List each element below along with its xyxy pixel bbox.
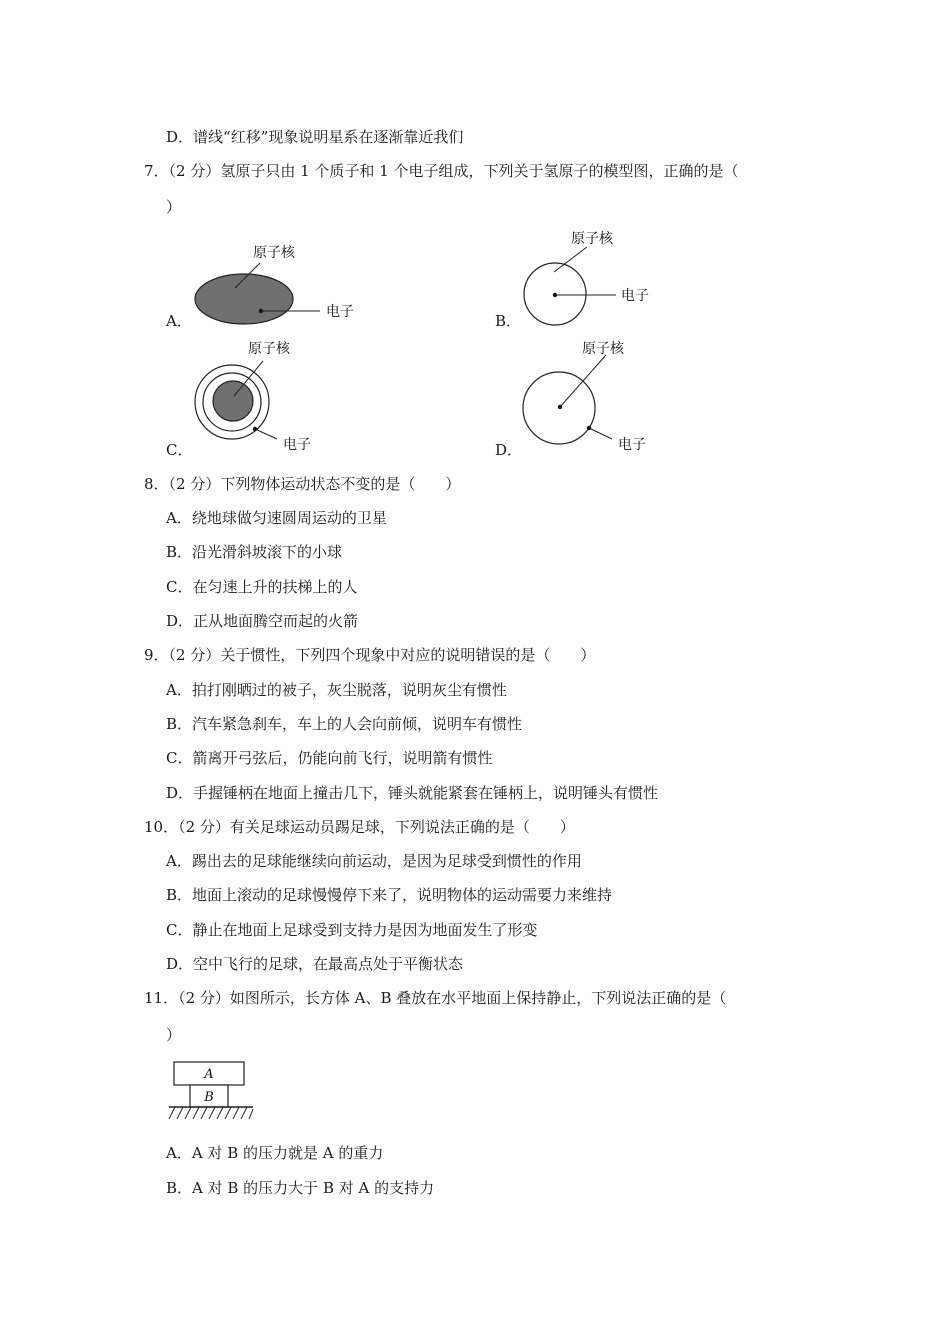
q9-option-d: D．手握锤柄在地面上撞击几下，锤头就能紧套在锤柄上，说明锤头有惯性 (166, 784, 659, 802)
q10-option-b: B．地面上滚动的足球慢慢停下来了，说明物体的运动需要力来维持 (166, 886, 613, 904)
q10-option-a: A．踢出去的足球能继续向前运动，是因为足球受到惯性的作用 (166, 852, 582, 870)
q7-figure-d (515, 334, 665, 459)
q10-option-c: C．静止在地面上足球受到支持力是因为地面发生了形变 (166, 921, 538, 939)
q7-b-nucleus-label: 原子核 (571, 231, 613, 247)
q8-option-b: B．沿光滑斜坡滚下的小球 (166, 543, 343, 561)
q10-stem: 10．（2 分）有关足球运动员踢足球，下列说法正确的是（ ） (144, 818, 575, 836)
q7-a-electron-label: 电子 (326, 304, 354, 320)
q8-option-d: D．正从地面腾空而起的火箭 (166, 612, 359, 630)
q11-option-b: B．A 对 B 的压力大于 B 对 A 的支持力 (166, 1179, 435, 1197)
q7-c-nucleus-label: 原子核 (248, 341, 290, 357)
q7-stem: 7．（2 分）氢原子只由 1 个质子和 1 个电子组成，下列关于氢原子的模型图，正确的是（ (144, 162, 739, 180)
q11-figure (165, 1058, 260, 1124)
q11-block-a-label: A (204, 1067, 214, 1082)
q8-option-c: C．在匀速上升的扶梯上的人 (166, 578, 358, 596)
q10-option-d: D．空中飞行的足球，在最高点处于平衡状态 (166, 955, 464, 973)
q9-stem: 9．（2 分）关于惯性，下列四个现象中对应的说明错误的是（ ） (144, 646, 596, 664)
q8-option-a: A．绕地球做匀速圆周运动的卫星 (166, 509, 387, 527)
q9-option-c: C．箭离开弓弦后，仍能向前飞行，说明箭有惯性 (166, 749, 493, 767)
q9-option-b: B．汽车紧急刹车，车上的人会向前倾，说明车有惯性 (166, 715, 523, 733)
q6-option-d: D．谱线“红移”现象说明星系在逐渐靠近我们 (166, 128, 464, 146)
q7-d-electron-label: 电子 (618, 437, 646, 453)
q7-c-electron-label: 电子 (283, 437, 311, 453)
q7-figure-a (185, 235, 375, 335)
q7-fig-c-label: C． (166, 441, 193, 459)
q11-stem-close: ） (166, 1026, 182, 1044)
q11-option-a: A．A 对 B 的压力就是 A 的重力 (166, 1144, 384, 1162)
q7-b-electron-label: 电子 (621, 288, 649, 304)
q7-fig-a-label: A． (166, 312, 192, 330)
q7-stem-close: ） (166, 198, 182, 216)
q7-d-nucleus-label: 原子核 (582, 341, 624, 357)
q8-stem: 8．（2 分）下列物体运动状态不变的是（ ） (144, 475, 461, 493)
q11-block-b-label: B (204, 1090, 214, 1105)
q7-a-nucleus-label: 原子核 (253, 245, 295, 261)
q7-figure-c (185, 334, 335, 459)
q7-figure-b (515, 224, 685, 334)
q11-stem: 11．（2 分）如图所示，长方体 A、B 叠放在水平地面上保持静止，下列说法正确的是（ (144, 989, 727, 1007)
q7-fig-b-label: B． (495, 312, 522, 330)
q9-option-a: A．拍打刚晒过的被子，灰尘脱落，说明灰尘有惯性 (166, 681, 507, 699)
q7-fig-d-label: D． (495, 441, 523, 459)
